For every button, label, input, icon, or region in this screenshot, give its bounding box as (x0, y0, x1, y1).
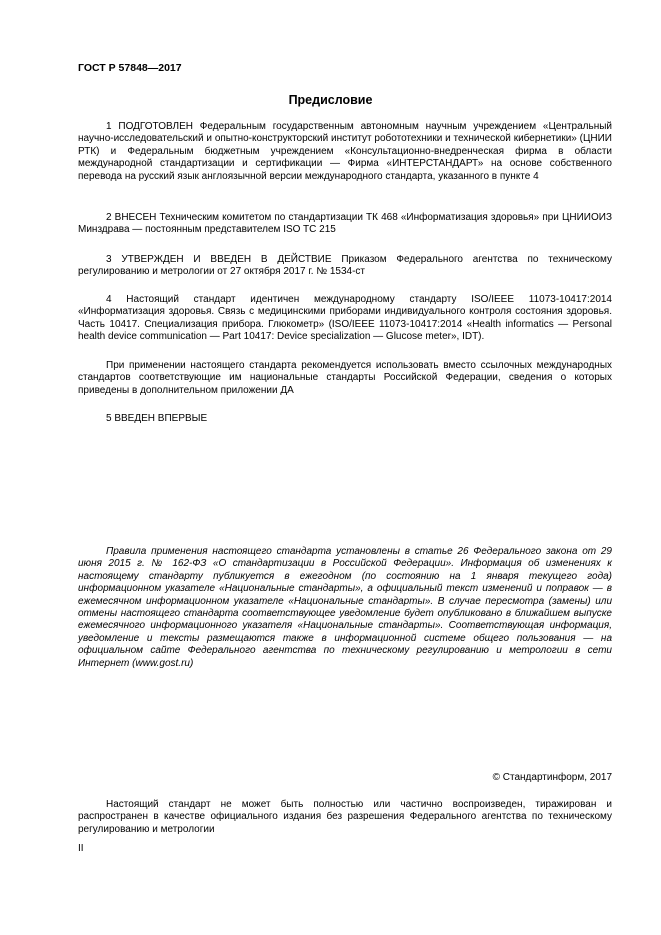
page-number: II (78, 843, 84, 854)
standard-id-header: ГОСТ Р 57848—2017 (78, 62, 182, 74)
paragraph-2-submitted: 2 ВНЕСЕН Техническим комитетом по стандартизации ТК 468 «Информатизация здоровья» при ЦНИИОИЗ Минздрава — постоянным представителем ISO TC 215 (78, 212, 612, 236)
paragraph-3-approved: 3 УТВЕРЖДЕН И ВВЕДЕН В ДЕЙСТВИЕ Приказом Федерального агентства по техническому регулированию и метрологии от 27 октября 2017 г. № 1534-ст (78, 254, 612, 278)
paragraph-4-note: При применении настоящего стандарта рекомендуется использовать вместо ссылочных международных стандартов соответствующие им национальные стандарты Российской Федерации, сведения о которых приведены в дополнительном приложении ДА (78, 360, 612, 396)
paragraph-5-introduced: 5 ВВЕДЕН ВПЕРВЫЕ (106, 413, 208, 424)
paragraph-1-prepared: 1 ПОДГОТОВЛЕН Федеральным государственным автономным научным учреждением «Центральный научно-исследовательский и опытно-конструкторский институт робототехники и технической кибернетики» (ЦНИИ РТК) и Федеральным бюджетным учреждением «Консультационно-внедренческая фирма в области международной стандартизации и сертификации — Фирма «ИНТЕРСТАНДАРТ» на основе собственного перевода на русский язык англоязычной версии международного стандарта, указанного в пункте 4 (78, 121, 612, 182)
page-title: Предисловие (288, 93, 373, 107)
reproduction-rights-text: Настоящий стандарт не может быть полностью или частично воспроизведен, тиражирован и распространен в качестве официального издания без разрешения Федерального агентства по техническому регулированию и метрологии (78, 799, 612, 835)
application-rules-notice: Правила применения настоящего стандарта установлены в статье 26 Федерального закона от 29 июня 2015 г. № 162-ФЗ «О стандартизации в Российской Федерации». Информация об изменениях к настоящему стандарту публикуется в ежегодном (по состоянию на 1 января текущего года) информационном указателе «Национальные стандарты», а официальный текст изменений и поправок — в ежемесячном информационном указателе «Национальные стандарты». В случае пересмотра (замены) или отмены настоящего стандарта соответствующее уведомление будет опубликовано в ближайшем выпуске ежемесячного информационного указателя «Национальные стандарты». Соответствующая информация, уведомление и тексты размещаются также в информационной системе общего пользования — на официальном сайте Федерального агентства по техническому регулированию и метрологии в сети Интернет (www.gost.ru) (78, 546, 612, 669)
paragraph-4-identical: 4 Настоящий стандарт идентичен международному стандарту ISO/IEEE 11073-10417:2014 «Информатизация здоровья. Связь с медицинскими приборами индивидуального контроля состояния здоровья. Часть 10417. Специализация прибора. Глюкометр» (ISO/IEEE 11073-10417:2014 «Health informatics — Personal health device communication — Part 10417: Device specialization — Glucose meter», IDT). (78, 294, 612, 343)
copyright-line: © Стандартинформ, 2017 (492, 772, 612, 783)
